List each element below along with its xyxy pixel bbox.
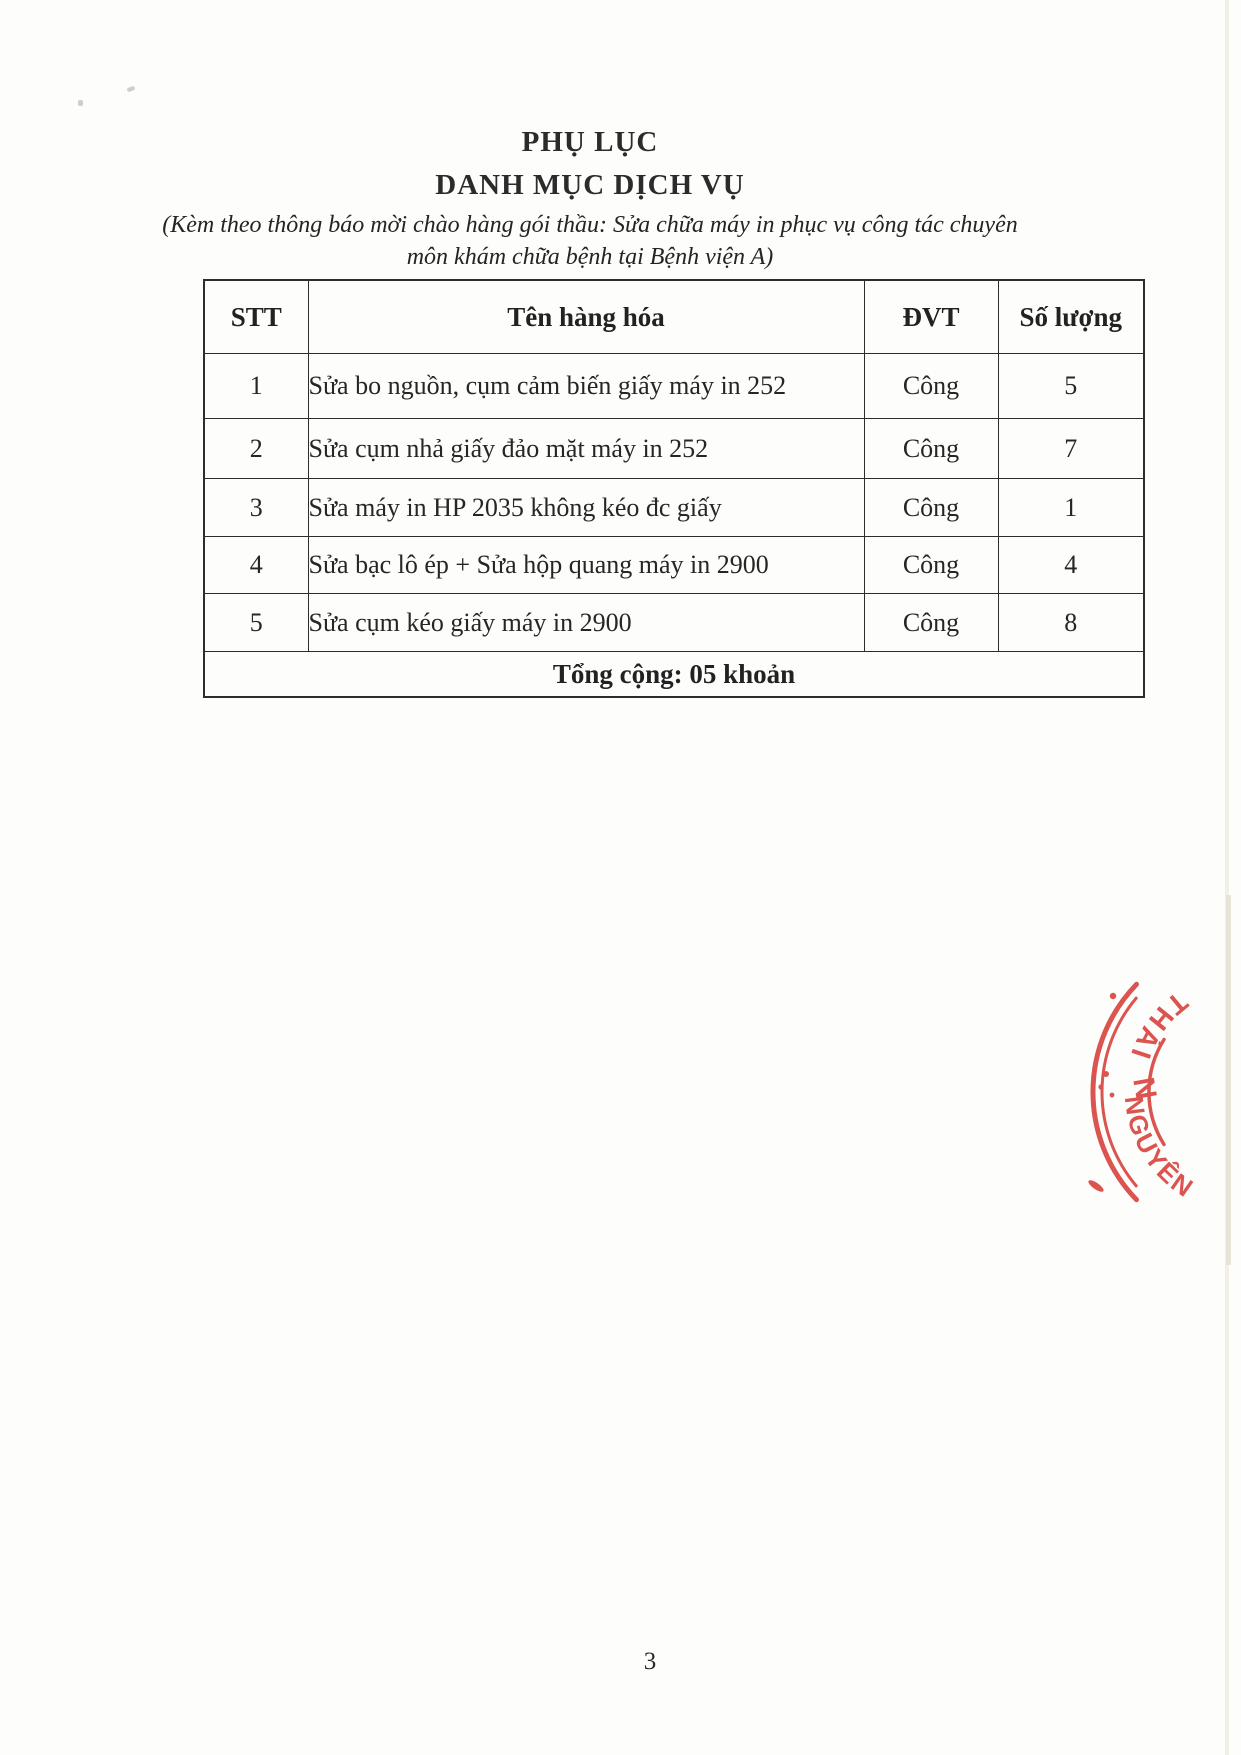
cell-unit: Công	[864, 594, 998, 652]
table-header-row	[204, 280, 1144, 354]
cell-stt: 5	[204, 594, 308, 652]
header-stt: STT	[204, 280, 308, 354]
total-label: Tổng cộng: 05 khoản	[204, 652, 1144, 698]
cell-unit: Công	[864, 354, 998, 419]
cell-name: Sửa máy in HP 2035 không kéo đc giấy	[308, 479, 864, 537]
svg-text:NGUYÊN	[1119, 1094, 1200, 1204]
cell-qty: 7	[998, 419, 1144, 479]
cell-name: Sửa cụm kéo giấy máy in 2900	[308, 594, 864, 652]
header-dvt: ĐVT	[864, 280, 998, 354]
stamp-ink-dot	[1098, 1084, 1103, 1089]
cell-unit: Công	[864, 537, 998, 594]
note-line-1: (Kèm theo thông báo mời chào hàng gói thầu: Sửa chữa máy in phục vụ công tác chuyên	[162, 212, 1018, 238]
cell-stt: 4	[204, 537, 308, 594]
cell-qty: 4	[998, 537, 1144, 594]
cell-qty: 1	[998, 479, 1144, 537]
header-ten-hang-hoa: Tên hàng hóa	[308, 280, 864, 354]
stamp-ink-smudge	[1087, 1178, 1105, 1194]
stamp-ink-dot	[1110, 1093, 1115, 1098]
cell-stt: 1	[204, 354, 308, 419]
header-so-luong: Số lượng	[998, 280, 1144, 354]
cell-name: Sửa bạc lô ép + Sửa hộp quang máy in 2900	[308, 537, 864, 594]
stamp-inner-letter: N	[1126, 1074, 1163, 1102]
red-stamp	[1078, 922, 1241, 1262]
stamp-ink-dot	[1103, 1071, 1109, 1077]
cell-unit: Công	[864, 419, 998, 479]
cell-qty: 8	[998, 594, 1144, 652]
cell-name: Sửa bo nguồn, cụm cảm biến giấy máy in 252	[308, 354, 864, 419]
page-subtitle: DANH MỤC DỊCH VỤ	[435, 169, 745, 201]
page-title: PHỤ LỤC	[521, 126, 659, 158]
document-note	[0, 209, 1180, 273]
table-row	[204, 537, 1144, 594]
table-footer-row	[204, 652, 1144, 698]
stamp-ink-dot	[1110, 993, 1116, 999]
table-body	[204, 354, 1144, 652]
cell-stt: 2	[204, 419, 308, 479]
stamp-text-top: THÁI	[1123, 985, 1194, 1068]
scan-speck	[127, 86, 136, 92]
svg-text:THÁI	[1124, 986, 1194, 1067]
table-row	[204, 594, 1144, 652]
services-table	[203, 279, 1145, 698]
page-number: 3	[643, 1648, 657, 1675]
cell-qty: 5	[998, 354, 1144, 419]
cell-name: Sửa cụm nhả giấy đảo mặt máy in 252	[308, 419, 864, 479]
scan-edge-line	[1225, 0, 1229, 1755]
table-row	[204, 479, 1144, 537]
note-line-2: môn khám chữa bệnh tại Bệnh viện A)	[406, 244, 774, 270]
table-row	[204, 419, 1144, 479]
table-row	[204, 354, 1144, 419]
cell-stt: 3	[204, 479, 308, 537]
stamp-text-bottom: NGUYÊN	[1118, 1094, 1200, 1204]
scan-speck	[78, 100, 83, 106]
cell-unit: Công	[864, 479, 998, 537]
